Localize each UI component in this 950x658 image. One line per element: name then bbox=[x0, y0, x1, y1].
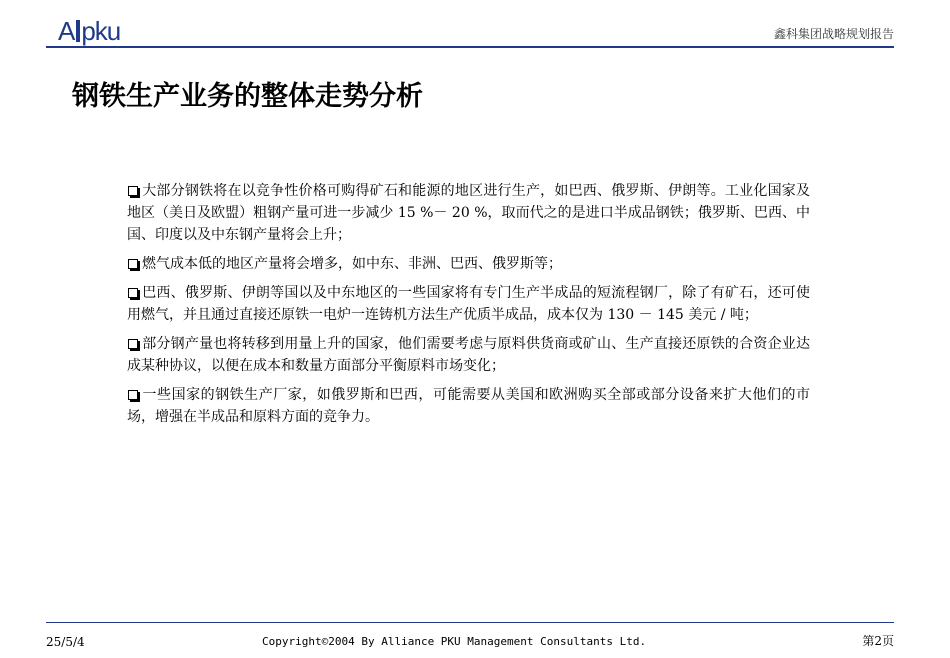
checkbox-icon bbox=[128, 259, 138, 269]
bullet-item bbox=[127, 282, 810, 326]
bullet-item bbox=[127, 333, 810, 377]
checkbox-icon bbox=[128, 390, 138, 400]
logo-letters-pku: pku bbox=[81, 16, 121, 46]
bullet-item bbox=[127, 384, 810, 428]
logo-bar bbox=[76, 20, 80, 42]
checkbox-icon bbox=[128, 339, 138, 349]
bullet-text: 大部分钢铁将在以竞争性价格可购得矿石和能源的地区进行生产，如巴西、俄罗斯、伊朗等。工业化国家及地区（美日及欧盟）粗钢产量可进一步减少 15 %－ 20 %，取而代之的是进口半成品钢铁；俄罗斯、巴西、中国、印度以及中东钢产量将会上升； bbox=[127, 183, 810, 243]
logo-letter-a: A bbox=[58, 16, 75, 46]
report-title: 鑫科集团战略规划报告 bbox=[773, 27, 894, 41]
header-divider bbox=[46, 46, 894, 48]
company-logo bbox=[58, 16, 120, 46]
bullet-text: 一些国家的钢铁生产厂家，如俄罗斯和巴西，可能需要从美国和欧洲购买全部或部分设备来扩大他们的市场，增强在半成品和原料方面的竞争力。 bbox=[127, 387, 810, 425]
checkbox-icon bbox=[128, 186, 138, 196]
footer-divider bbox=[46, 622, 894, 623]
bullet-item bbox=[127, 253, 810, 275]
bullet-text: 燃气成本低的地区产量将会增多，如中东、非洲、巴西、俄罗斯等； bbox=[142, 256, 562, 272]
bullet-text: 巴西、俄罗斯、伊朗等国以及中东地区的一些国家将有专门生产半成品的短流程钢厂，除了有矿石，还可使用燃气，并且通过直接还原铁一电炉一连铸机方法生产优质半成品，成本仅为 130 － 145 美元 / 吨； bbox=[127, 285, 810, 323]
footer-date: 25/5/4 bbox=[46, 635, 85, 649]
footer-copyright: Copyright©2004 By Alliance PKU Management Consultants Ltd. bbox=[262, 635, 647, 648]
checkbox-icon bbox=[128, 288, 138, 298]
bullet-list bbox=[127, 180, 810, 435]
page-number: 第2页 bbox=[862, 634, 894, 648]
bullet-text: 部分钢产量也将转移到用量上升的国家，他们需要考虑与原料供货商或矿山、生产直接还原铁的合资企业达成某种协议，以便在成本和数量方面部分平衡原料市场变化； bbox=[127, 336, 810, 374]
bullet-item bbox=[127, 180, 810, 246]
page-title: 钢铁生产业务的整体走势分析 bbox=[72, 81, 423, 112]
